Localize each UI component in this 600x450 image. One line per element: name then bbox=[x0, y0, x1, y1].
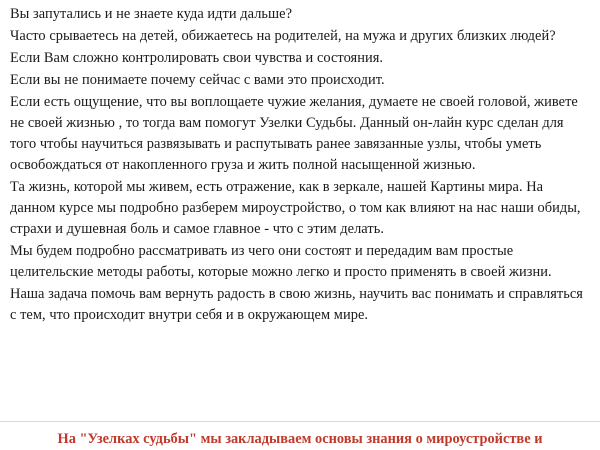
paragraph: Наша задача помочь вам вернуть радость в свою жизнь, научить вас понимать и справляться с тем, что происходит внутри себя и в окружающем мире. bbox=[10, 286, 583, 323]
paragraph: Мы будем подробно рассматривать из чего они состоят и передадим вам простые целительские методы работы, которые можно легко и просто применять в своей жизни. bbox=[10, 243, 552, 280]
paragraph: Если вы не понимаете почему сейчас с вами это происходит. bbox=[10, 72, 385, 88]
paragraph: Часто срываетесь на детей, обижаетесь на родителей, на мужа и других близких людей? bbox=[10, 28, 556, 44]
paragraph: Та жизнь, которой мы живем, есть отражение, как в зеркале, нашей Картины мира. На данном курсе мы подробно разберем мироустройство, о том как влияют на нас наши обиды, страхи и душевная боль и самое главное - что с этим делать. bbox=[10, 179, 581, 237]
paragraph: Если Вам сложно контролировать свои чувства и состояния. bbox=[10, 50, 384, 66]
highlight-section bbox=[0, 413, 600, 450]
paragraph: Вы запутались и не знаете куда идти дальше? bbox=[10, 6, 293, 22]
paragraph: Если есть ощущение, что вы воплощаете чужие желания, думаете не своей головой, живете не своей жизнью , то тогда вам помогут Узелки Судьбы. Данный он-лайн курс сделан для того чтобы научиться развязывать и распутывать ранее завязанные узлы, чтобы уметь освобождаться от накопленного груза и жить полной насыщенной жизнью. bbox=[10, 94, 578, 173]
highlight-text: На "Узелках судьбы" мы закладываем основы знания о мироустройстве и bbox=[57, 431, 543, 447]
section-divider bbox=[0, 421, 600, 422]
